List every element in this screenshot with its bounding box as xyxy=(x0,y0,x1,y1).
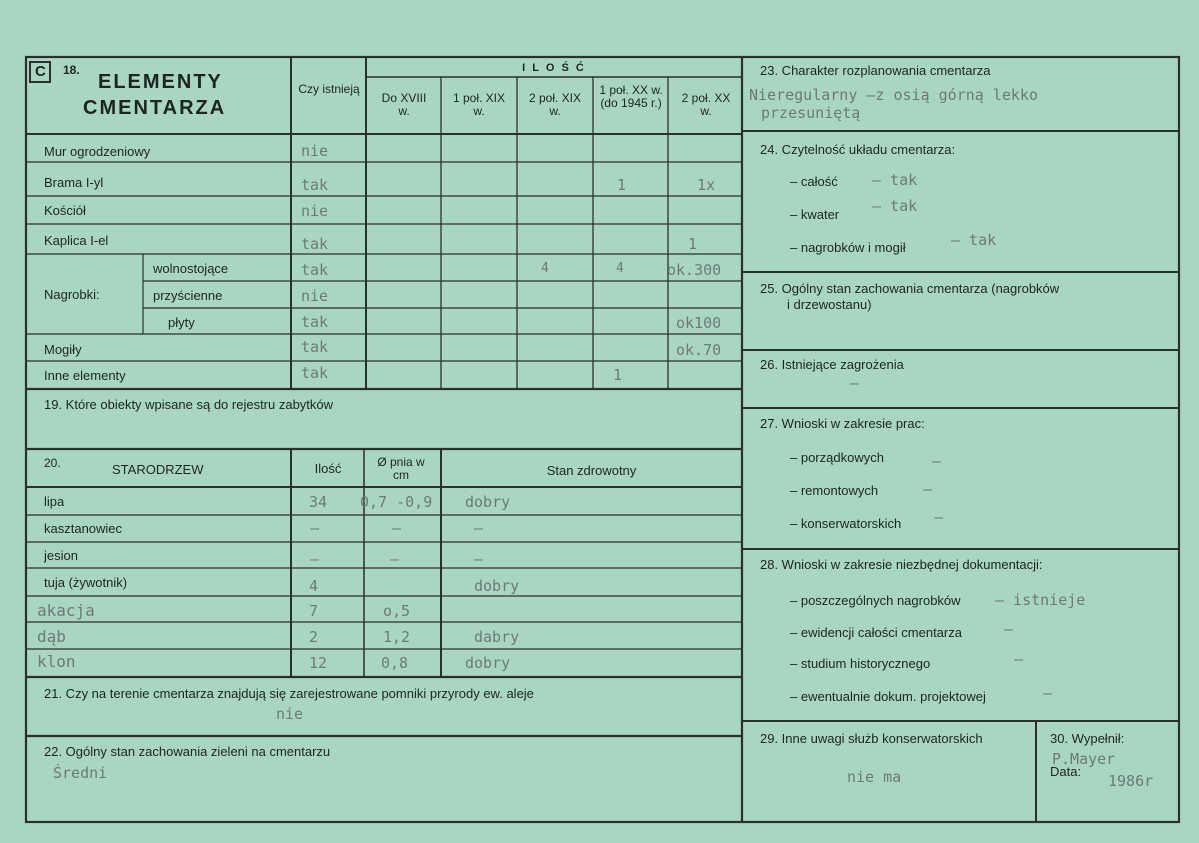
tree-name-4: akacja xyxy=(37,601,95,620)
q23-label: 23. Charakter rozplanowania cmentarza xyxy=(760,63,991,78)
col-do-xviii: Do XVIII w. xyxy=(381,91,427,118)
row-value-brama-c4: 1 xyxy=(617,176,627,194)
mogily-label: Mogiły xyxy=(44,342,82,357)
q30-date-label: Data: xyxy=(1050,764,1082,779)
section-letter: C xyxy=(35,63,46,80)
q28-label: 28. Wnioski w zakresie niezbędnej dokumentacji: xyxy=(760,557,1043,572)
tree-pnia-6: 0,8 xyxy=(381,654,409,672)
q30-label: 30. Wypełnił: xyxy=(1050,731,1125,746)
q27-label: 27. Wnioski w zakresie prac: xyxy=(760,416,925,431)
section-number: 18. xyxy=(63,63,80,77)
q28-item-value-2: – xyxy=(1014,650,1024,668)
tree-stan-5: dabry xyxy=(474,628,520,646)
nagrobki-przyscienne-czy: nie xyxy=(301,287,329,305)
q24-item-label-1: – kwater xyxy=(790,207,840,222)
row-label-kaplica: Kaplica I-el xyxy=(44,233,109,248)
nagrobki-plyty-c5: ok100 xyxy=(676,314,722,332)
nagrobki-wolnostojace-c3: 4 xyxy=(541,261,549,276)
nagrobki-plyty-label: płyty xyxy=(168,315,195,330)
q30-name: P.Mayer xyxy=(1052,750,1116,768)
inne-c4: 1 xyxy=(613,366,623,384)
q27-item-value-2: – xyxy=(934,508,944,526)
q28-item-label-3: – ewentualnie dokum. projektowej xyxy=(790,689,986,704)
tree-name-5: dąb xyxy=(37,627,66,646)
q20-title: STARODRZEW xyxy=(112,462,204,477)
tree-ilosc-5: 2 xyxy=(309,628,319,646)
q29-value: nie ma xyxy=(847,768,902,786)
row-value-brama-c5: 1x xyxy=(697,176,716,194)
q27-item-value-0: – xyxy=(932,452,942,470)
col-ilosc: I L O Ś Ć xyxy=(522,62,586,74)
nagrobki-plyty-czy: tak xyxy=(301,313,329,331)
section-title-line2: CMENTARZA xyxy=(83,97,227,119)
q24-item-label-2: – nagrobków i mogił xyxy=(790,240,906,255)
tree-name-1: kasztanowiec xyxy=(44,521,123,536)
row-value-brama-czy: tak xyxy=(301,176,329,194)
q21-value: nie xyxy=(276,705,304,723)
tree-pnia-2: – xyxy=(390,550,400,568)
q28-item-value-1: – xyxy=(1004,620,1014,638)
q29-label: 29. Inne uwagi służb konserwatorskich xyxy=(760,731,983,746)
q20-col-pnia: Ø pnia w cm xyxy=(377,455,425,482)
q24-label: 24. Czytelność układu cmentarza: xyxy=(760,142,956,157)
q28-item-label-2: – studium historycznego xyxy=(790,656,931,671)
q27-item-label-2: – konserwatorskich xyxy=(790,516,902,531)
q26-label: 26. Istniejące zagrożenia xyxy=(760,357,904,372)
nagrobki-przyscienne-label: przyścienne xyxy=(153,288,223,303)
tree-pnia-0: 0,7 -0,9 xyxy=(360,493,433,511)
q22-value: Średni xyxy=(53,764,108,782)
tree-ilosc-2: – xyxy=(310,550,320,568)
tree-name-2: jesion xyxy=(44,548,78,563)
tree-name-3: tuja (żywotnik) xyxy=(44,575,128,590)
q22-label: 22. Ogólny stan zachowania zieleni na cmentarzu xyxy=(44,744,331,759)
q24-item-value-1: – tak xyxy=(872,197,918,215)
q28-item-value-3: – xyxy=(1043,684,1053,702)
mogily-c5: ok.70 xyxy=(676,341,722,359)
tree-stan-3: dobry xyxy=(474,577,520,595)
row-value-kosciol-czy: nie xyxy=(301,202,329,220)
mogily-czy: tak xyxy=(301,338,329,356)
tree-ilosc-4: 7 xyxy=(309,602,319,620)
q28-item-label-1: – ewidencji całości cmentarza xyxy=(790,625,962,640)
tree-ilosc-3: 4 xyxy=(309,577,319,595)
nagrobki-wolnostojace-c4: 4 xyxy=(616,261,624,276)
row-value-kaplica-c5: 1 xyxy=(688,235,698,253)
section-title-line1: ELEMENTY xyxy=(98,71,223,93)
nagrobki-label: Nagrobki: xyxy=(44,287,100,302)
tree-stan-1: – xyxy=(474,519,484,537)
row-label-mur: Mur ogrodzeniowy xyxy=(44,144,151,159)
q30-date: 1986r xyxy=(1108,772,1154,790)
q28-item-label-0: – poszczególnych nagrobków xyxy=(790,593,961,608)
q24-item-label-0: – całość xyxy=(790,174,838,189)
q21-label: 21. Czy na terenie cmentarza znajdują się zarejestrowane pomniki przyrody ew. aleje xyxy=(44,686,534,701)
nagrobki-wolnostojace-czy: tak xyxy=(301,261,329,279)
tree-stan-0: dobry xyxy=(465,493,511,511)
col-1pol-xix: 1 poł. XIX w. xyxy=(452,91,506,118)
inne-czy: tak xyxy=(301,364,329,382)
q23-value-line2: przesuniętą xyxy=(761,104,861,122)
tree-name-6: klon xyxy=(37,652,76,671)
tree-ilosc-6: 12 xyxy=(309,654,328,672)
q28-item-value-0: – istnieje xyxy=(995,591,1086,609)
q27-item-label-0: – porządkowych xyxy=(790,450,884,465)
tree-stan-2: – xyxy=(474,550,484,568)
row-value-mur-czy: nie xyxy=(301,142,329,160)
tree-pnia-4: o,5 xyxy=(383,602,411,620)
col-2pol-xx: 2 poł. XX w. xyxy=(681,91,731,118)
q25-label-line1: 25. Ogólny stan zachowania cmentarza (nagrobków xyxy=(760,281,1060,296)
q26-value: – xyxy=(850,374,860,392)
q23-value-line1: Nieregularny –z osią górną lekko xyxy=(749,86,1038,104)
q27-item-label-1: – remontowych xyxy=(790,483,879,498)
tree-ilosc-0: 34 xyxy=(309,493,328,511)
tree-ilosc-1: – xyxy=(310,519,320,537)
q20-number: 20. xyxy=(44,456,61,470)
nagrobki-wolnostojace-label: wolnostojące xyxy=(153,261,229,276)
q20-col-ilosc: Ilość xyxy=(314,461,342,476)
row-label-kosciol: Kościół xyxy=(44,203,86,218)
nagrobki-wolnostojace-c5: ok.300 xyxy=(667,261,722,279)
tree-name-0: lipa xyxy=(44,494,65,509)
q20-col-stan: Stan zdrowotny xyxy=(546,463,637,478)
col-1pol-xx: 1 poł. XX w. (do 1945 r.) xyxy=(599,83,663,110)
row-label-brama: Brama I-yl xyxy=(44,175,104,190)
tree-pnia-5: 1,2 xyxy=(383,628,411,646)
q25-label-line2: i drzewostanu) xyxy=(787,297,872,312)
col-czy-istnieja: Czy istnieją xyxy=(298,82,360,96)
col-2pol-xix: 2 poł. XIX w. xyxy=(528,91,582,118)
tree-stan-6: dobry xyxy=(465,654,511,672)
tree-pnia-1: – xyxy=(392,519,402,537)
row-value-kaplica-czy: tak xyxy=(301,235,329,253)
inne-label: Inne elementy xyxy=(44,368,126,383)
q24-item-value-2: – tak xyxy=(951,231,997,249)
q19-label: 19. Które obiekty wpisane są do rejestru zabytków xyxy=(44,397,334,412)
q24-item-value-0: – tak xyxy=(872,171,918,189)
q27-item-value-1: – xyxy=(923,480,933,498)
